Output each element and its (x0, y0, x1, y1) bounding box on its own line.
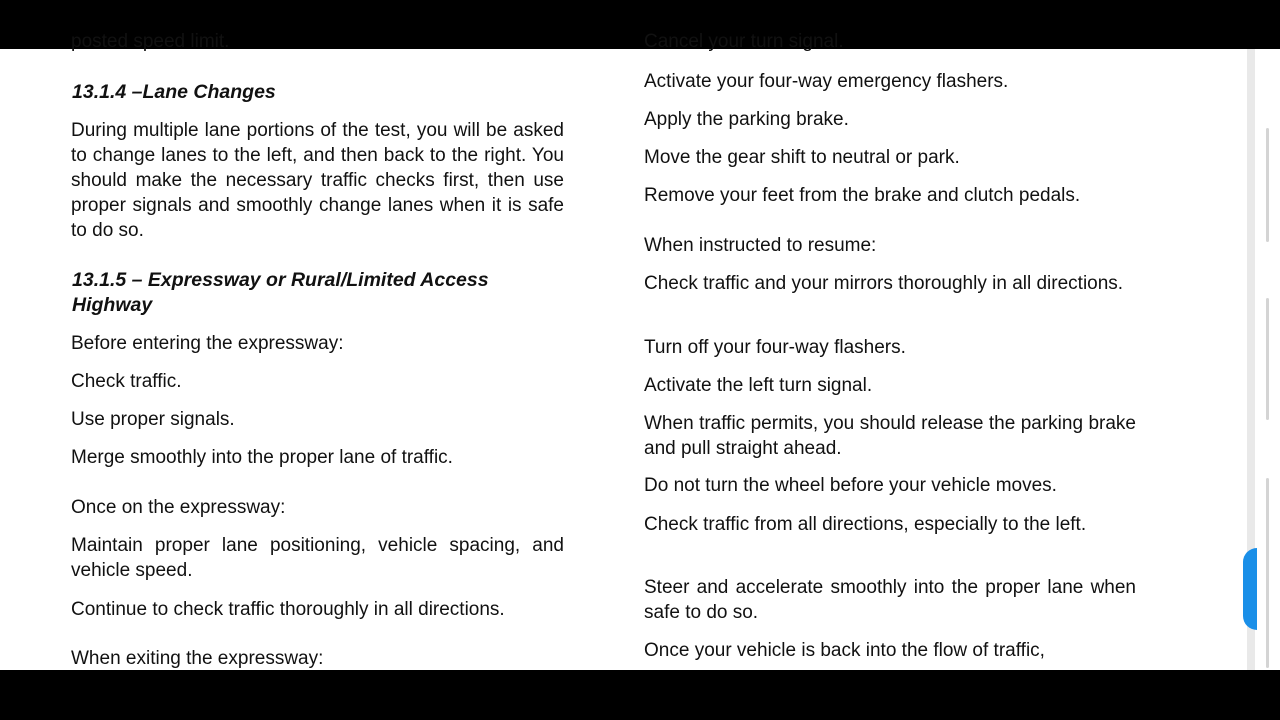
before-entering-text: Before entering the expressway: (71, 333, 344, 354)
continue-check-text: Continue to check traffic thoroughly in all directions. (71, 599, 505, 620)
section-heading-lane-changes: 13.1.4 –Lane Changes (72, 81, 276, 103)
section-heading-expressway: 13.1.5 – Expressway or Rural/Limited Access Highway (72, 269, 489, 316)
flashers-on-text: Activate your four-way emergency flashers. (644, 71, 1009, 92)
merge-text: Merge smoothly into the proper lane of traffic. (71, 447, 453, 468)
do-not-turn-text: Do not turn the wheel before your vehicle moves. (644, 475, 1057, 496)
parking-brake-text: Apply the parking brake. (644, 109, 849, 130)
flashers-off-text: Turn off your four-way flashers. (644, 337, 906, 358)
scrollbar-track-middle (1266, 298, 1269, 420)
release-brake-paragraph: When traffic permits, you should release the parking brake and pull straight ahead. (644, 413, 1136, 459)
left-signal-text: Activate the left turn signal. (644, 375, 873, 396)
cut-off-line: Cancel your turn signal. (644, 31, 844, 52)
scrollbar-thumb[interactable] (1243, 548, 1257, 630)
once-on-text: Once on the expressway: (71, 497, 286, 518)
lane-changes-paragraph: During multiple lane portions of the test, you will be asked to change lanes to the left, and then back to the right. You should make the necessary traffic checks first, then use proper signals and smoothly change lanes when it is safe to do so. (71, 120, 564, 241)
check-all-paragraph: Check traffic from all directions, especially to the left. (644, 514, 1087, 535)
document-page (0, 31, 1247, 670)
steer-paragraph: Steer and accelerate smoothly into the proper lane when safe to do so. (644, 577, 1136, 623)
scrollbar-track-lower (1266, 478, 1269, 668)
cut-off-line: posted speed limit. (71, 31, 230, 52)
when-instructed-text: When instructed to resume: (644, 235, 877, 256)
scrollbar-track-upper (1266, 128, 1269, 242)
maintain-paragraph: Maintain proper lane positioning, vehicle spacing, and vehicle speed. (71, 535, 564, 581)
check-mirrors-paragraph: Check traffic and your mirrors thoroughly in all directions. (644, 273, 1124, 294)
once-back-paragraph: Once your vehicle is back into the flow of traffic, (644, 640, 1045, 661)
when-exiting-text: When exiting the expressway: (71, 648, 324, 669)
use-signals-text: Use proper signals. (71, 409, 235, 430)
remove-feet-text: Remove your feet from the brake and clutch pedals. (644, 185, 1081, 206)
check-traffic-text: Check traffic. (71, 371, 182, 392)
gear-shift-text: Move the gear shift to neutral or park. (644, 147, 960, 168)
